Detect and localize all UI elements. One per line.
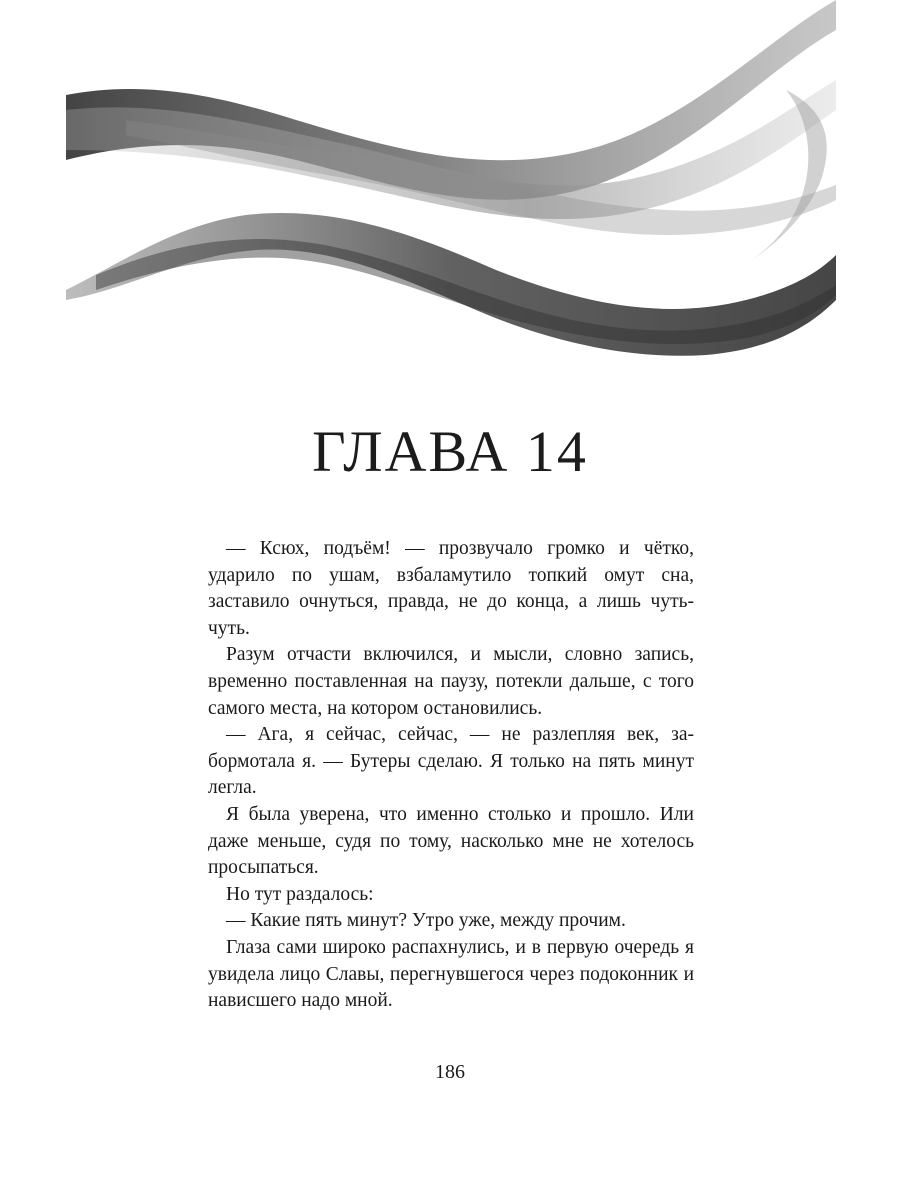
paragraph: Но тут раздалось: [226, 883, 374, 905]
paragraph: Я была уверена, что именно столько и прошло. Или даже меньше, судя по тому, насколько мне не хотелось просыпаться. [208, 803, 694, 879]
paragraph: Разум отчасти включился, и мысли, словно запись, временно поставленная на паузу, потекли дальше, с того самого места, на котором остановились. [208, 644, 694, 719]
paragraph: — Ага, я сейчас, сейчас, — не разлепляя век, забормотала я. — Бутеры сделаю. Я только на пять минут легла. [208, 724, 694, 799]
page-number: 186 [435, 1061, 465, 1083]
paragraph: Глаза сами широко распахнулись, и в первую очередь я увидела лицо Славы, перегнувшегося через подоконник и нависшего надо мной. [208, 936, 694, 1012]
smoke-ribbon-illustration [66, 0, 836, 360]
paragraph: — Ксюх, подъём! — прозвучало громко и чётко, ударило по ушам, взбаламутило топкий омут сна, заставило очнуться, правда, не до конца, а лишь чуть-чуть. [208, 538, 694, 639]
paragraph: — Какие пять минут? Утро уже, между прочим. [226, 910, 626, 932]
chapter-title: ГЛАВА 14 [312, 419, 588, 484]
chapter-text [208, 536, 694, 1015]
